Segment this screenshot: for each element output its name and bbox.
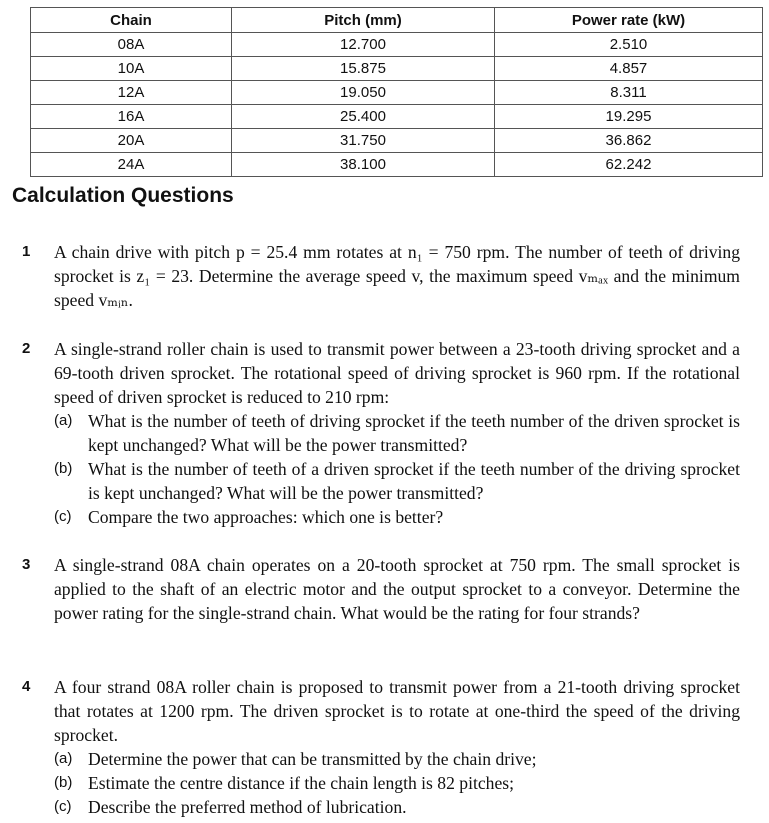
table-cell: 31.750 — [232, 129, 495, 153]
table-cell: 2.510 — [495, 33, 763, 57]
sub-question-label: (b) — [54, 460, 73, 477]
table-cell: 24A — [31, 153, 232, 177]
question-number: 1 — [22, 243, 31, 260]
table-row — [31, 33, 763, 57]
sub-question-text: What is the number of teeth of a driven sprocket if the teeth number of the driving sprocket is kept unchanged? What will be the power transmitted? — [88, 459, 740, 503]
sub-question-label: (b) — [54, 774, 73, 791]
question-text: A chain drive with pitch p = 25.4 mm rotates at n₁ = 750 rpm. The number of teeth of driving sprocket is z₁ = 23. Determine the average speed v, the maximum speed vₘₐₓ and the minimum speed vₘᵢₙ. — [54, 242, 740, 310]
table-row — [31, 129, 763, 153]
sub-question-text: Estimate the centre distance if the chain length is 82 pitches; — [88, 773, 515, 793]
section-title: Calculation Questions — [12, 184, 234, 207]
sub-question — [54, 505, 740, 529]
table-cell: 38.100 — [232, 153, 495, 177]
column-header-pitch: Pitch (mm) — [232, 8, 495, 33]
sub-question — [54, 409, 740, 457]
sub-question-label: (c) — [54, 508, 72, 525]
question-text: A four strand 08A roller chain is proposed to transmit power from a 21-tooth driving sprocket that rotates at 1200 rpm. The driven sprocket is to rotate at one-third the speed of the driving sprocket. — [54, 677, 740, 745]
table-cell: 36.862 — [495, 129, 763, 153]
question-3 — [22, 553, 740, 625]
sub-question-label: (a) — [54, 412, 73, 429]
table-cell: 25.400 — [232, 105, 495, 129]
table-cell: 19.050 — [232, 81, 495, 105]
sub-question-label: (a) — [54, 750, 73, 767]
sub-question — [54, 795, 740, 819]
question-number: 4 — [22, 678, 31, 695]
table-row — [31, 57, 763, 81]
table-cell: 20A — [31, 129, 232, 153]
table-cell: 12.700 — [232, 33, 495, 57]
sub-question-text: Determine the power that can be transmitted by the chain drive; — [88, 749, 537, 769]
sub-question — [54, 771, 740, 795]
table-cell: 10A — [31, 57, 232, 81]
table-row — [31, 81, 763, 105]
table-cell: 15.875 — [232, 57, 495, 81]
question-2 — [22, 337, 740, 529]
table-row — [31, 153, 763, 177]
table-cell: 08A — [31, 33, 232, 57]
table-row — [31, 105, 763, 129]
table-cell: 16A — [31, 105, 232, 129]
sub-question-label: (c) — [54, 798, 72, 815]
question-text: A single-strand 08A chain operates on a 20-tooth sprocket at 750 rpm. The small sprocket is applied to the shaft of an electric motor and the output sprocket to a conveyor. Determine the power rating for the single-strand chain. What would be the rating for four strands? — [54, 555, 740, 623]
column-header-power-rate: Power rate (kW) — [495, 8, 763, 33]
sub-question-text: What is the number of teeth of driving sprocket if the teeth number of the driven sprocket is kept unchanged? What will be the power transmitted? — [88, 411, 740, 455]
question-1 — [22, 240, 740, 312]
chain-power-table — [30, 7, 763, 177]
sub-question-text: Describe the preferred method of lubrication. — [88, 797, 407, 817]
table-cell: 19.295 — [495, 105, 763, 129]
question-4 — [22, 675, 740, 819]
sub-question — [54, 747, 740, 771]
sub-question-text: Compare the two approaches: which one is better? — [88, 507, 444, 527]
question-number: 3 — [22, 556, 31, 573]
sub-question — [54, 457, 740, 505]
table-header-row — [31, 8, 763, 33]
table-cell: 4.857 — [495, 57, 763, 81]
question-number: 2 — [22, 340, 31, 357]
table-cell: 62.242 — [495, 153, 763, 177]
question-text: A single-strand roller chain is used to transmit power between a 23-tooth driving sprocket and a 69-tooth driven sprocket. The rotational speed of driving sprocket is 960 rpm. If the rotational speed of driven sprocket is reduced to 210 rpm: — [54, 339, 740, 407]
column-header-chain: Chain — [31, 8, 232, 33]
table-cell: 12A — [31, 81, 232, 105]
table-cell: 8.311 — [495, 81, 763, 105]
